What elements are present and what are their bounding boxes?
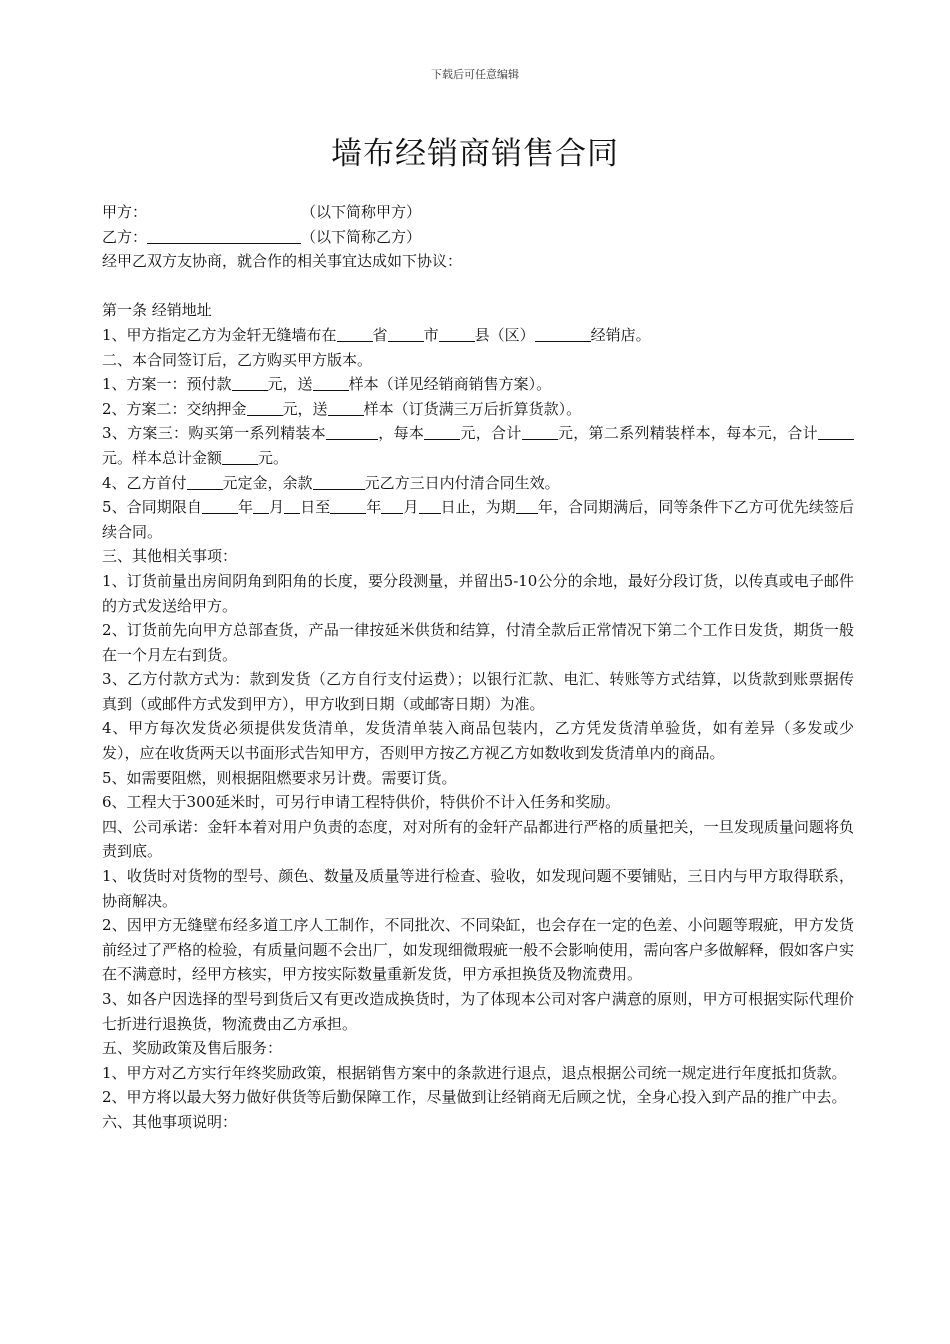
party-a-label: 甲方： <box>102 203 148 221</box>
article-4-item-1: 1、收货时对货物的型号、颜色、数量及质量等进行检查、验收，如发现问题不要铺贴，三日内与甲方取得联系，协商解决。 <box>102 867 854 910</box>
article-5-heading: 五、奖励政策及售后服务： <box>102 1039 283 1058</box>
document-title: 墙布经销商销售合同 <box>331 136 619 172</box>
article-3-heading: 三、其他相关事项： <box>102 547 238 566</box>
article-6-heading: 六、其他事项说明： <box>102 1112 238 1131</box>
party-b-suffix: （以下简称乙方） <box>301 227 422 246</box>
text-fragment: 县（区） <box>474 325 535 344</box>
article-1-item-1 <box>102 323 854 348</box>
text-fragment: 元，送 <box>282 399 328 418</box>
party-b-line <box>102 225 854 250</box>
blank-end-day <box>419 498 441 514</box>
article-1-heading: 第一条 经销地址 <box>102 301 212 320</box>
blank-province <box>337 326 373 342</box>
blank-balance <box>313 474 365 490</box>
article-3-item-6: 6、工程大于300延米时，可另行申请工程特供价，特供价不计入任务和奖励。 <box>102 793 621 812</box>
article-2-item-4 <box>102 471 854 496</box>
text-fragment: 日至 <box>300 498 331 517</box>
blank-deposit <box>247 400 283 416</box>
text-fragment: 样本（详见经销商销售方案）。 <box>348 375 552 394</box>
blank-city <box>388 326 424 342</box>
blank-store <box>535 326 591 342</box>
blank-samples <box>313 375 349 391</box>
article-4-heading: 四、公司承诺：金轩本着对用户负责的态度，对对所有的金轩产品都进行严格的质量把关，一旦发现质量问题将负责到底。 <box>102 817 854 861</box>
article-2-heading: 二、本合同签订后，乙方购买甲方版本。 <box>102 350 373 369</box>
text-fragment: 年 <box>237 498 254 517</box>
header-note: 下载后可任意编辑 <box>431 68 519 81</box>
text-fragment: 5、合同期限自 <box>102 498 202 517</box>
text-fragment: ，每本 <box>377 424 425 443</box>
text-fragment: 月 <box>403 498 419 517</box>
article-2-item-2 <box>102 397 854 422</box>
text-fragment: 元，合计 <box>460 424 522 443</box>
text-fragment: 元乙方三日内付清合同生效。 <box>364 473 560 492</box>
text-fragment: 元定金，余款 <box>222 473 313 492</box>
blank-sample-total <box>222 449 258 465</box>
blank-total <box>522 424 558 440</box>
article-2-item-3 <box>102 421 854 470</box>
text-fragment: 4、乙方首付 <box>102 473 187 492</box>
party-b-blank <box>147 228 301 244</box>
blank-books <box>326 424 378 440</box>
party-b-label: 乙方： <box>102 227 148 246</box>
article-3-item-2: 2、订货前先向甲方总部查货，产品一律按延米供货和结算，付清全款后正常情况下第二个工作日发货，期货一般在一个月左右到货。 <box>102 621 854 664</box>
text-fragment: 年 <box>366 498 382 517</box>
text-fragment: 元。样本总计金额 <box>102 448 223 467</box>
article-3-item-3: 3、乙方付款方式为：款到发货（乙方自行支付运费）；以银行汇款、电汇、转账等方式结算，以货款到账票据传真到（或邮件方式发到甲方），甲方收到日期（或邮寄日期）为准。 <box>102 670 854 713</box>
text-fragment: 元，第二系列精装样本，每本元，合计 <box>557 424 818 443</box>
blank-samples <box>328 400 364 416</box>
text-fragment: 经销店。 <box>590 325 651 344</box>
article-3-item-4: 4、甲方每次发货必须提供发货清单，发货清单装入商品包装内，乙方凭发货清单验货，如有差异（多发或少发），应在收货两天以书面形式告知甲方，否则甲方按乙方视乙方如数收到发货清单内的商品。 <box>102 719 854 763</box>
contract-body <box>102 200 854 1135</box>
blank-down-payment <box>187 474 223 490</box>
text-fragment: 元，送 <box>267 375 313 394</box>
blank-unit-price <box>424 424 460 440</box>
text-fragment: 年，合同期满后，同等条件下乙方可优先续签后续合同。 <box>102 498 854 541</box>
text-fragment: 省 <box>372 325 388 344</box>
text-fragment: 1、甲方指定乙方为金轩无缝墙布在 <box>102 325 337 344</box>
text-fragment: 市 <box>423 325 439 344</box>
intro-paragraph: 经甲乙双方友协商，就合作的相关事宜达成如下协议： <box>102 252 463 271</box>
text-fragment: 3、方案三：购买第一系列精装本 <box>102 424 326 443</box>
blank-end-year <box>330 498 366 514</box>
text-fragment: 月 <box>269 498 285 517</box>
article-5-item-2: 2、甲方将以最大努力做好供货等后勤保障工作，尽量做到让经销商无后顾之忧，全身心投入到产品的推广中去。 <box>102 1088 847 1107</box>
article-5-item-1: 1、甲方对乙方实行年终奖励政策，根据销售方案中的条款进行退点，退点根据公司统一规定进行年度抵扣货款。 <box>102 1063 847 1082</box>
party-a-line <box>102 200 854 225</box>
article-3-item-1: 1、订货前量出房间阴角到阳角的长度，要分段测量，并留出5-10公分的余地，最好分段订货，以传真或电子邮件的方式发送给甲方。 <box>102 571 854 615</box>
blank-start-day <box>284 498 300 514</box>
blank-start-year <box>202 498 238 514</box>
article-4-item-3: 3、如各户因选择的型号到货后又有更改造成换货时，为了体现本公司对客户满意的原则，甲方可根据实际代理价七折进行退换货，物流费由乙方承担。 <box>102 990 854 1033</box>
blank-prepay <box>232 375 268 391</box>
article-3-item-5: 5、如需要阻燃，则根据阻燃要求另计费。需要订货。 <box>102 768 457 787</box>
blank-start-month <box>253 498 269 514</box>
text-fragment: 日止，为期 <box>440 498 516 517</box>
blank-term-years <box>516 498 538 514</box>
article-4-item-2: 2、因甲方无缝壁布经多道工序人工制作，不同批次、不同染缸，也会存在一定的色差、小问题等瑕疵，甲方发货前经过了严格的检验，有质量问题不会出厂，如发现细微瑕疵一般不会影响使用，需向客户多做解释，假如客户实在不满意时，经甲方核实，甲方按实际数量重新发货，甲方承担换货及物流费用。 <box>102 916 854 984</box>
article-2-item-5 <box>102 495 854 544</box>
text-fragment: 元。 <box>258 448 289 467</box>
blank-county <box>439 326 475 342</box>
text-fragment: 2、方案二：交纳押金 <box>102 399 247 418</box>
text-fragment: 样本（订货满三万后折算货款）。 <box>363 399 582 418</box>
blank-end-month <box>381 498 403 514</box>
text-fragment: 1、方案一：预付款 <box>102 375 232 394</box>
blank-total-2 <box>818 424 854 440</box>
section-gap <box>102 274 854 299</box>
article-2-item-1 <box>102 372 854 397</box>
party-a-suffix: （以下简称甲方） <box>301 203 422 221</box>
